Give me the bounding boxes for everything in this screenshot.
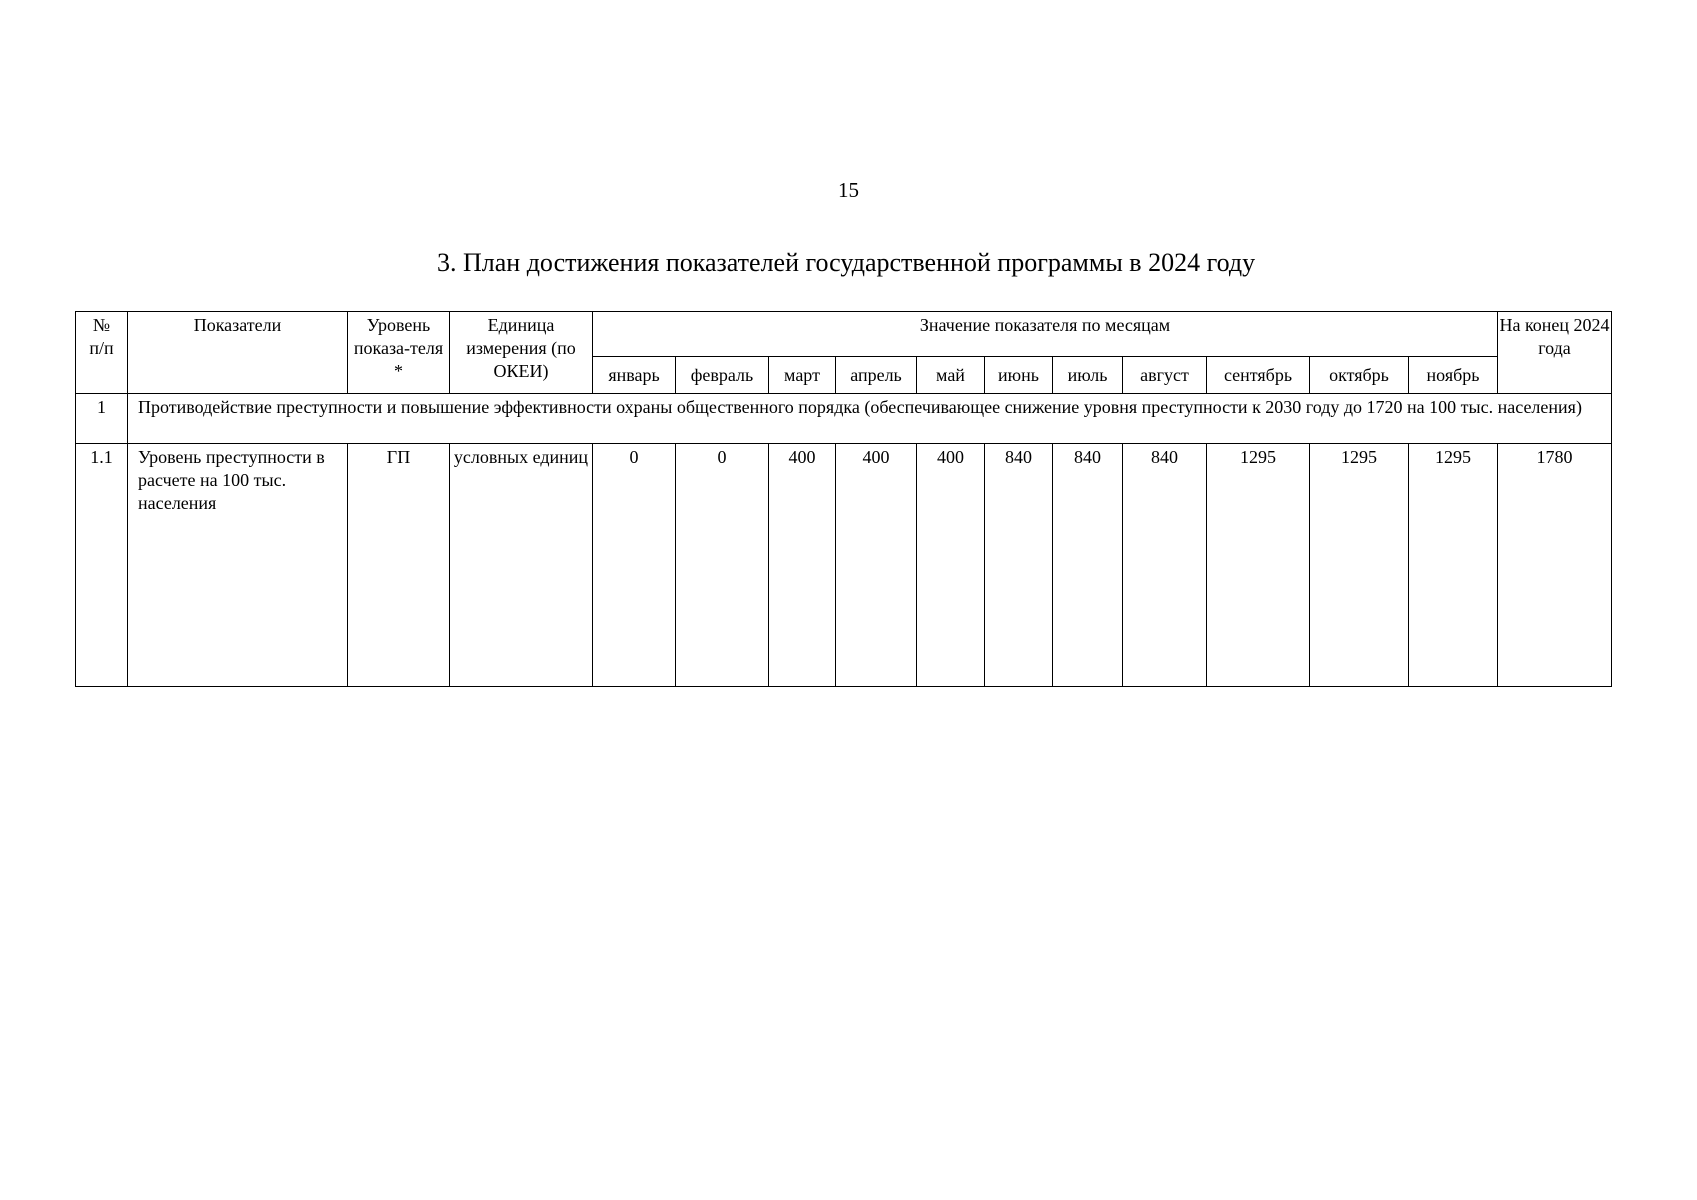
end-of-year-value: 1780 xyxy=(1498,444,1612,687)
indicator-name: Уровень преступности в расчете на 100 тыс. населения xyxy=(128,444,348,687)
month-header: май xyxy=(917,357,985,394)
month-header: февраль xyxy=(676,357,769,394)
row-number: 1.1 xyxy=(76,444,128,687)
header-number xyxy=(76,312,128,394)
indicator-unit: условных единиц xyxy=(450,444,593,687)
month-value: 400 xyxy=(769,444,836,687)
section-row xyxy=(76,394,1612,444)
header-end-of-year: На конец 2024 года xyxy=(1498,312,1612,394)
month-value: 1295 xyxy=(1207,444,1310,687)
indicator-level: ГП xyxy=(348,444,450,687)
month-header: июль xyxy=(1053,357,1123,394)
indicator-plan-table xyxy=(75,311,1612,687)
month-value: 840 xyxy=(1053,444,1123,687)
month-header: август xyxy=(1123,357,1207,394)
header-number-abbr: п/п xyxy=(89,338,114,358)
header-level: Уровень показа-теля * xyxy=(348,312,450,394)
header-months-group: Значение показателя по месяцам xyxy=(593,312,1498,357)
month-value: 400 xyxy=(917,444,985,687)
month-header: ноябрь xyxy=(1409,357,1498,394)
page-number: 15 xyxy=(838,178,859,202)
month-header: июнь xyxy=(985,357,1053,394)
month-value: 840 xyxy=(1123,444,1207,687)
month-value: 0 xyxy=(676,444,769,687)
month-header: октябрь xyxy=(1310,357,1409,394)
header-indicators: Показатели xyxy=(128,312,348,394)
month-header: март xyxy=(769,357,836,394)
month-value: 1295 xyxy=(1409,444,1498,687)
month-value: 400 xyxy=(836,444,917,687)
header-unit: Единица измерения (по ОКЕИ) xyxy=(450,312,593,394)
section-title: Противодействие преступности и повышение эффективности охраны общественного порядка (обеспечивающее снижение уровня преступности к 2030 году до 1720 на 100 тыс. населения) xyxy=(128,394,1612,444)
month-value: 1295 xyxy=(1310,444,1409,687)
month-value: 0 xyxy=(593,444,676,687)
month-header: сентябрь xyxy=(1207,357,1310,394)
month-value: 840 xyxy=(985,444,1053,687)
section-number: 1 xyxy=(76,394,128,444)
month-header: январь xyxy=(593,357,676,394)
month-header: апрель xyxy=(836,357,917,394)
document-title: 3. План достижения показателей государственной программы в 2024 году xyxy=(437,248,1256,277)
table-row xyxy=(76,444,1612,687)
header-number-symbol: № xyxy=(92,315,111,335)
